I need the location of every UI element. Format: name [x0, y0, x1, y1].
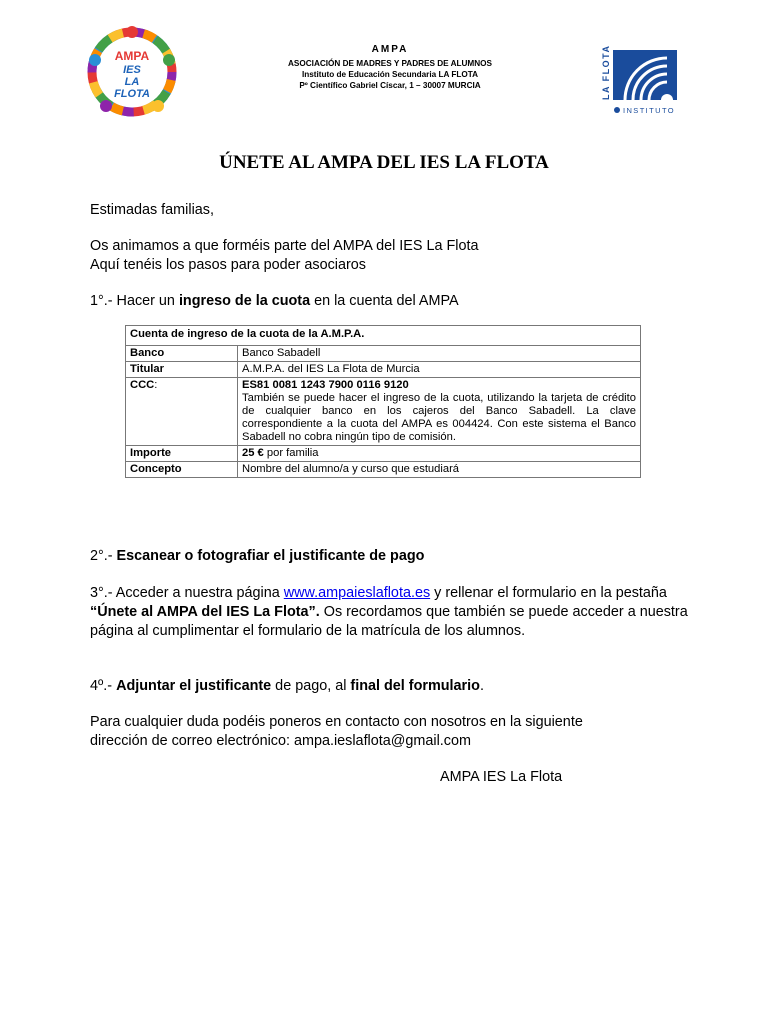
table-row [126, 378, 641, 446]
ampa-website-link[interactable]: www.ampaieslaflota.es [283, 585, 431, 601]
step-4-text-mid: de pago, al [271, 678, 351, 694]
step-1-text-end: en la cuenta del AMPA [310, 293, 459, 309]
step-4-bold-1: Adjuntar el justificante [116, 678, 272, 694]
step-3-bold: “Únete al AMPA del IES La Flota”. [90, 604, 320, 620]
table-row [126, 446, 641, 462]
step-2-text: 2°.- [90, 548, 117, 564]
table-row [126, 346, 641, 362]
concepto-label: Concepto [126, 462, 238, 478]
titular-label: Titular [126, 362, 238, 378]
step-3-text-end: Os recordamos que también se puede acceder a nuestra página al cumplimentar el formulario de la matrícula de los alumnos. [90, 604, 688, 639]
svg-text:LA: LA [124, 76, 140, 88]
intro-line-2: Aquí tenéis los pasos para poder asociaros [90, 257, 366, 273]
ccc-label-cell [126, 378, 238, 446]
page-title: ÚNETE AL AMPA DEL IES LA FLOTA [219, 152, 549, 173]
step-4-text-end: . [479, 678, 484, 694]
header-institute: Instituto de Educación Secundaria LA FLOTA [301, 70, 479, 79]
importe-unit: por familia [263, 447, 319, 459]
intro-line-1: Os animamos a que forméis parte del AMPA del IES La Flota [90, 238, 479, 254]
step-2-bold: Escanear o fotografiar el justificante de pago [116, 548, 425, 564]
instituto-logo [597, 44, 679, 116]
contact-line-2: dirección de correo electrónico: ampa.ieslaflota@gmail.com [90, 733, 471, 749]
svg-text:IES: IES [123, 64, 141, 76]
step-1 [90, 292, 690, 311]
ampa-logo [86, 26, 178, 118]
contact-line-1: Para cualquier duda podéis poneros en contacto con nosotros en la siguiente [90, 714, 583, 730]
table-row [126, 462, 641, 478]
signature: AMPA IES La Flota [440, 769, 563, 785]
ccc-colon: : [154, 379, 158, 391]
concepto-value: Nombre del alumno/a y curso que estudiará [238, 462, 641, 478]
bank-account-table [125, 325, 641, 478]
banco-value: Banco Sabadell [238, 346, 641, 362]
step-4 [90, 677, 690, 696]
importe-value [238, 446, 641, 462]
greeting: Estimadas familias, [90, 202, 214, 218]
step-1-bold: ingreso de la cuota [178, 293, 311, 309]
header-address: Pº Científico Gabriel Císcar, 1 – 30007 MURCIA [299, 81, 481, 90]
svg-text:FLOTA: FLOTA [114, 88, 150, 100]
importe-amount: 25 € [242, 447, 264, 459]
svg-text:AMPA: AMPA [114, 49, 150, 63]
step-3 [90, 584, 690, 641]
svg-text:LA FLOTA: LA FLOTA [601, 44, 611, 100]
titular-value: A.M.P.A. del IES La Flota de Murcia [238, 362, 641, 378]
ccc-label: CCC [130, 379, 155, 391]
ccc-value-cell [238, 378, 641, 446]
table-header: Cuenta de ingreso de la cuota de la A.M.P.A. [126, 326, 641, 346]
step-3-text-mid: y rellenar el formulario en la pestaña [430, 585, 667, 601]
ccc-value: ES81 0081 1243 7900 0116 9120 [242, 379, 409, 391]
step-4-text: 4º.- [90, 678, 117, 694]
header-association: ASOCIACIÓN DE MADRES Y PADRES DE ALUMNOS [288, 59, 492, 68]
step-4-bold-2: final del formulario [350, 678, 480, 694]
header-ampa: AMPA [371, 44, 409, 55]
ccc-note: También se puede hacer el ingreso de la cuota, utilizando la tarjeta de crédito de cualquier banco en los cajeros del Banco Sabadell. La clave correspondiente a la cuota del AMPA es 004424. Con este sistema el Banco Sabadell no cobra ningún tipo de comisión. [242, 392, 636, 443]
table-row [126, 362, 641, 378]
banco-label: Banco [126, 346, 238, 362]
step-2 [90, 547, 690, 566]
step-1-text: 1°.- Hacer un [90, 293, 179, 309]
svg-text:INSTITUTO: INSTITUTO [623, 106, 676, 115]
table-row [126, 326, 641, 346]
importe-label: Importe [126, 446, 238, 462]
step-3-text: 3°.- Acceder a nuestra página [90, 585, 284, 601]
